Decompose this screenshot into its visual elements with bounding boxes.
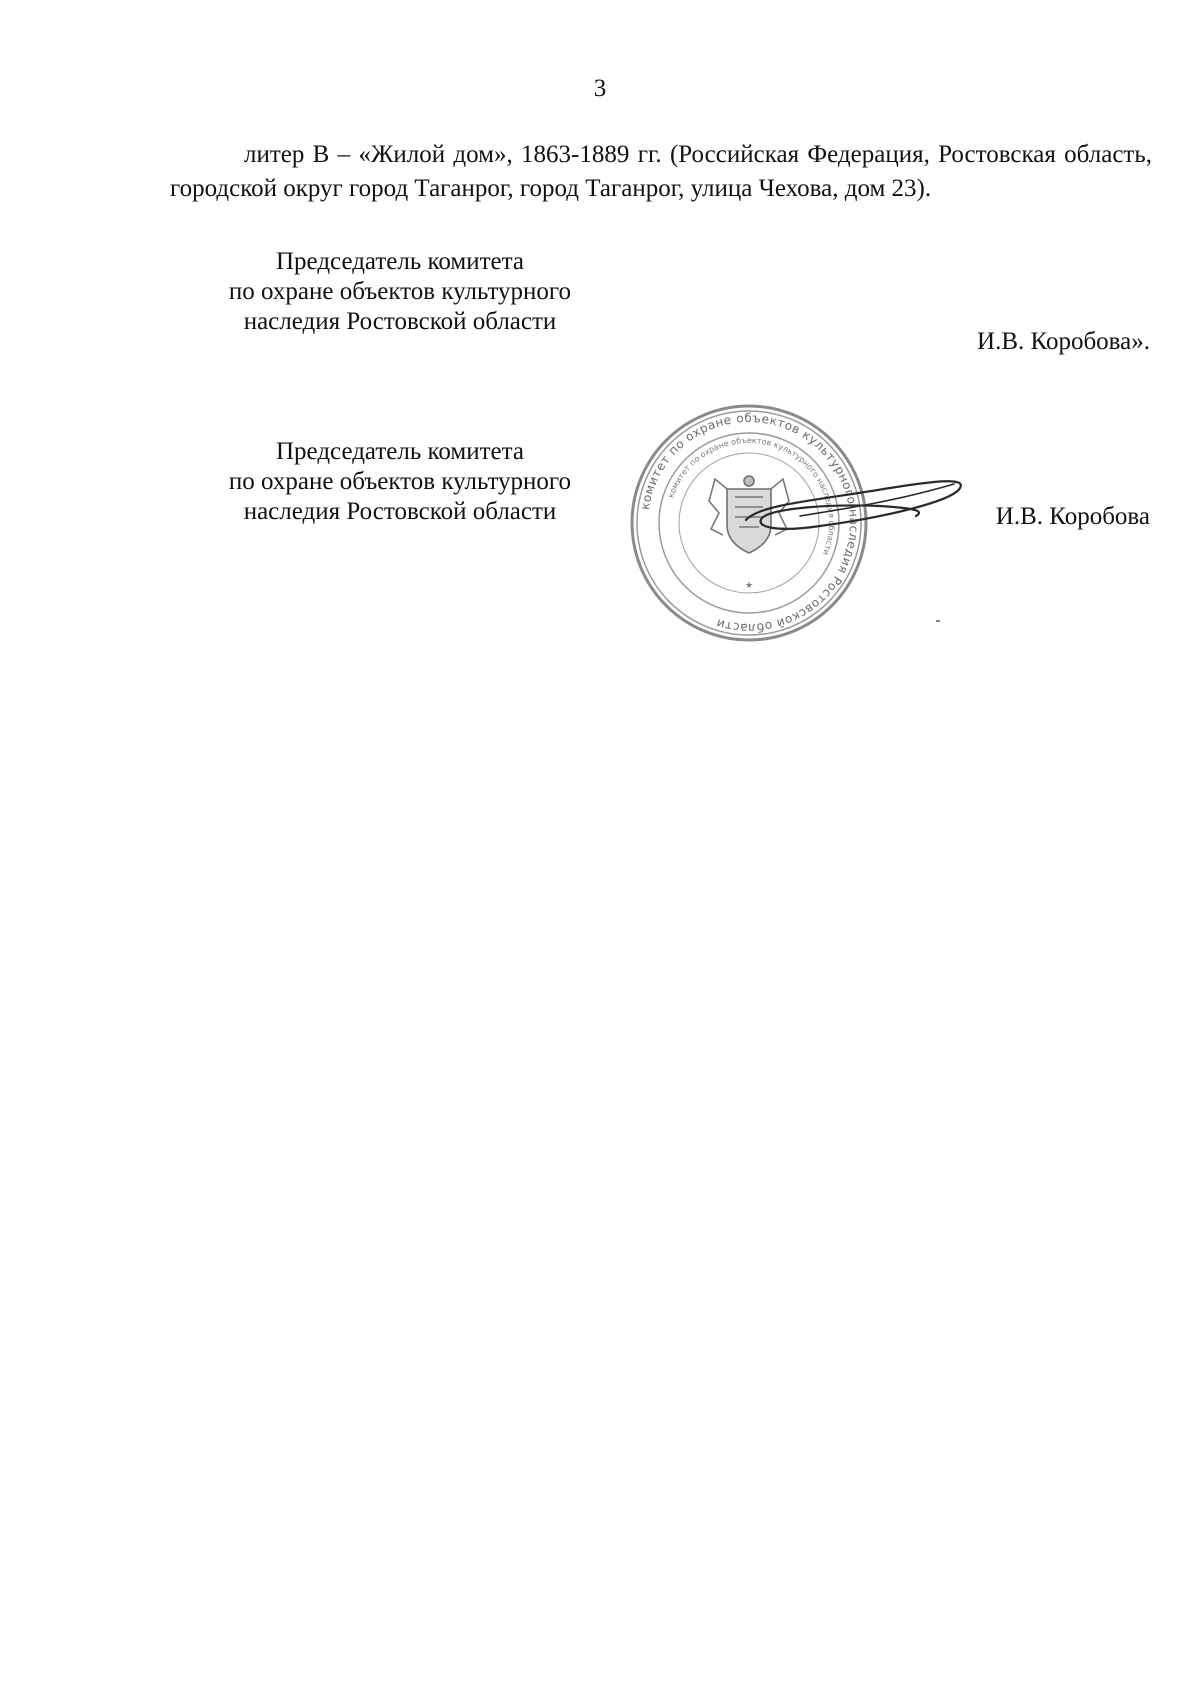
page-number: 3 xyxy=(593,75,607,102)
signature-title-line: по охране объектов культурного xyxy=(228,468,572,495)
signature-title-line: по охране объектов культурного xyxy=(228,278,572,305)
handwritten-signature xyxy=(740,470,970,550)
signature-block-2-title xyxy=(175,437,625,527)
signature-title-line: наследия Ростовской области xyxy=(243,498,557,525)
body-paragraph: литер В – «Жилой дом», 1863-1889 гг. (Российская Федерация, Ростовская область, городской округ город Таганрог, город Таганрог, улица Чехова, дом 23). xyxy=(170,141,1152,202)
signature-block-1-title xyxy=(175,247,625,337)
signature-title-line: Председатель комитета xyxy=(276,248,524,275)
stamp-outer-text-path: комитет по охране объектов культурного наследия Ростовской области xyxy=(637,410,862,636)
svg-text:★: ★ xyxy=(744,581,754,591)
signature-title-line: Председатель комитета xyxy=(276,438,524,465)
signature-title-line: наследия Ростовской области xyxy=(243,308,557,335)
stamp-inner-text-path: комитет по охране объектов культурного наследия области xyxy=(666,435,837,557)
signature-block-1-name: И.В. Коробова». xyxy=(977,328,1150,355)
scan-speck xyxy=(936,620,940,622)
signature-block-2-name: И.В. Коробова xyxy=(995,503,1150,530)
